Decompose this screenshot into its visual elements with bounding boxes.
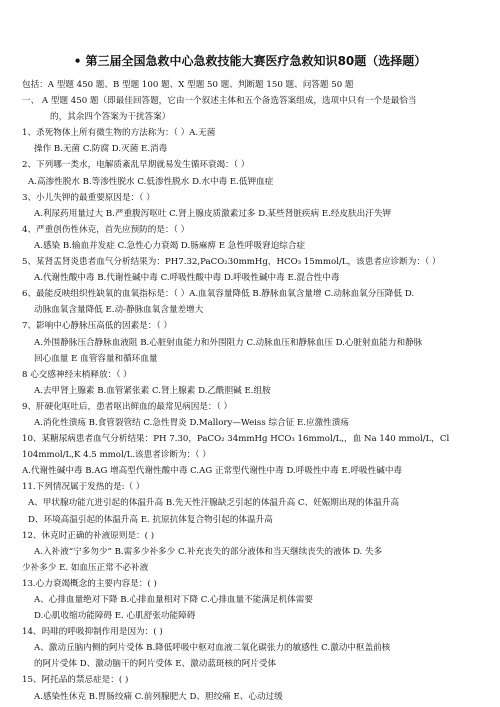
text-line: A.利尿药用量过大 B.严重腹泻呕吐 C.肾上腺皮质激素过多 D.某些肾脏疾病 E.经皮肤出汗失钾	[34, 208, 392, 219]
text-line: 1、杀死物体上所有微生物的方法称为：（ ）A.无菌	[22, 128, 216, 139]
text-line: A.入补液“宁多勿少” B.需多少补多少 C.补充丧失的部分液体和当天继续丧失的液体 D. 失多	[34, 546, 383, 557]
title-prefix: • 第三届全国急救中心急救技能大赛医疗急救知识	[73, 54, 338, 68]
text-line: 2、下列哪一类水，电解质紊乱早期就易发生循环衰竭：（ ）	[22, 160, 250, 171]
text-line: 回心血量 E 血管容量和循环血量	[34, 353, 158, 364]
text-line: 的阿片受体 D、激动脑干的阿片受体 E、激动蓝斑核的阿片受体	[34, 659, 277, 670]
text-line: A.代谢性酸中毒 B.代谢性碱中毒 C.呼吸性酸中毒 D.呼吸性碱中毒 E.混合性中毒	[34, 273, 340, 284]
text-line: 动脉血氧含量降低 E.动-静脉血氧含量差增大	[34, 305, 204, 316]
text-line: 操作 B.无菌 C.防腐 D.灭菌 E.消毒	[34, 144, 168, 155]
document-title	[22, 52, 478, 69]
text-line: 11.下列情况属于发热的是:（ ）	[22, 482, 145, 493]
title-suffix: 题（选择题）	[354, 54, 427, 68]
text-line: D、环境高温引起的体温升高 E. 抗原抗体复合物引起的体温升高	[28, 514, 273, 525]
text-line: 包括：A 型题 450 题、B 型题 100 题、X 型题 50 题、判断题 150 题、问答题 50 题	[22, 80, 354, 90]
text-line: 一、 A 型题 450 题（即最佳回答题，它由一个叙述主体和五个备选答案组成，选项中只有一个是最恰当	[22, 96, 417, 107]
text-line: A.高渗性脱水 B.等渗性脱水 C.低渗性脱水 D.水中毒 E.低钾血症	[28, 176, 274, 187]
text-line: 12、休克时正确的补液原则是：( )	[22, 530, 155, 541]
text-line: A.感染性休克 B.胃肠绞痛 C.前列腺肥大 D、胆绞痛 E、心动过缓	[34, 691, 283, 702]
text-line: D.心肌收缩功能障碍 E. 心肌舒张功能障碍	[34, 611, 196, 622]
document-body	[22, 77, 478, 705]
text-line: A.去甲肾上腺素 B.血管紧张素 C.肾上腺素 D.乙酰胆碱 E.组胺	[34, 385, 271, 396]
text-line: A、甲状腺功能亢进引起的体温升高 B.先天性汗腺缺乏引起的体温升高 C、妊娠期出现的体温升高	[28, 498, 400, 509]
text-line: 少补多少 E. 如血压正常不必补液	[22, 562, 149, 573]
title-number: 80	[337, 54, 355, 68]
text-line: 9、肝硬化呕吐后，患者呕出鲜血的最常见病因是：（ ）	[22, 401, 233, 412]
text-line: A.消化性溃疡 B.食管裂管结 C.急性胃炎 D.Mallory—Weiss 综合征 E.应激性溃疡	[34, 417, 349, 428]
text-line: 7、影响中心静脉压高低的因素是：（ ）	[22, 321, 172, 332]
text-line: 8 心交感神经末梢释放：（ ）	[22, 369, 132, 380]
text-line: A.外围静脉压合静脉血液阻 B.心脏射血能力和外围阻力 C.动脉血压和静脉血压 D.心脏射血能力和静脉	[34, 337, 423, 348]
text-line: A.感染 B.输血并发症 C.急性心力衰竭 D.肠麻痹 E 急性呼吸窘迫综合症	[34, 240, 306, 251]
text-line: 15、阿托品的禁忌症是：( )	[22, 675, 129, 686]
text-line: 13.心力衰竭概念的主要内容是：( )	[22, 578, 157, 589]
text-line: 4、严重创伤性休克，首先应预防的是：（ ）	[22, 224, 190, 235]
text-line: A.代谢性碱中毒 B.AG 增高型代谢性酸中毒 C.AG 正常型代谢性中毒 D.呼吸性中毒 E.呼吸性碱中毒	[22, 466, 403, 477]
text-line: 3、小儿失钾的最重要原因是：（ ）	[22, 192, 155, 203]
text-line: 6、最能反映组织性缺氧的血氧指标是：（ ）A.血氧容量降低 B.静脉血氧含量增 C.动脉血氧分压降低 D.	[22, 289, 415, 300]
text-line: 10、某糖尿病患者血气分析结果：PH 7.30，PaCO₂ 34mmHg HCO₃ 16mmol/L,，血 Na 140 mmol/L，Cl	[22, 434, 450, 445]
text-line: A、激动丘脑内侧的阿片受体 B.降低呼吸中枢对血液二氧化碳张力的敏感性 C.激动中枢盖前核	[34, 643, 391, 654]
text-line: 的，其余四个答案为干扰答案）	[50, 112, 171, 123]
text-line: 14、吗啡的呼吸抑制作用是因为：( )	[22, 627, 163, 638]
text-line: A、心排血量绝对下降 B.心排血量相对下降 C.心排血量不能满足机体需要	[34, 595, 313, 605]
text-line: 104mmol/L,K 4.5 mmol/L.该患者诊断为：（ ）	[22, 450, 211, 461]
text-line: 5、某肾盂肾炎患者血气分析结果为：PH7.32,PaCO₂30mmHg，HCO₃ 15mmol/L，该患者应诊断为：（ ）	[22, 257, 441, 268]
